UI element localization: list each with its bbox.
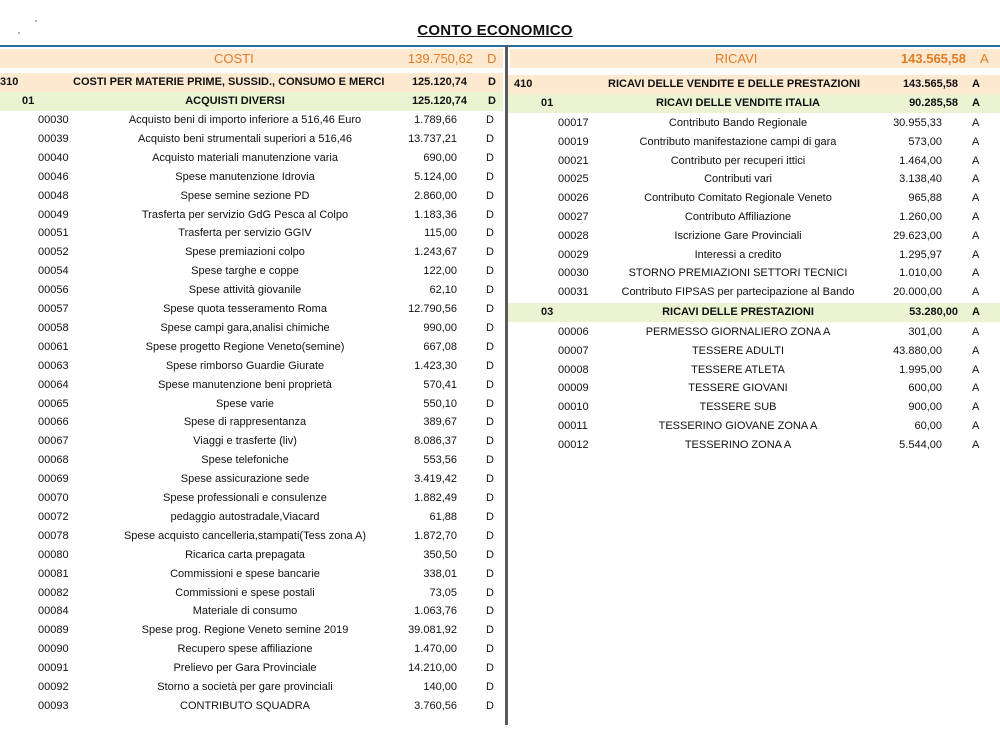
costi-item-code: 00090 — [38, 643, 69, 656]
ricavi-group-row — [508, 75, 1000, 94]
costi-item-label: Spese varie — [215, 397, 275, 410]
ricavi-item-label: Contributo per recuperi ittici — [670, 154, 806, 167]
costi-item-code: 00080 — [38, 548, 69, 561]
ricavi-item-label: STORNO PREMIAZIONI SETTORI TECNICI — [628, 267, 848, 280]
costi-item-label: Ricarica carta prepagata — [185, 548, 305, 561]
costi-item-dc: D — [486, 416, 494, 429]
ricavi-header-dc: A — [980, 51, 989, 66]
costi-item-amount: 13.737,21 — [408, 132, 457, 145]
ricavi-group-label: RICAVI DELLE VENDITE E DELLE PRESTAZIONI — [608, 78, 861, 90]
costi-item-amount: 350,50 — [423, 548, 457, 561]
ricavi-item-label: TESSERINO GIOVANE ZONA A — [658, 420, 818, 432]
ricavi-item-row — [508, 398, 1000, 417]
costi-item-code: 00082 — [38, 586, 69, 599]
costi-item-code: 00066 — [38, 416, 69, 429]
ricavi-item-dc: A — [972, 267, 980, 280]
costi-item-label: Spese prog. Regione Veneto semine 2019 — [141, 624, 349, 637]
ricavi-item-label: Iscrizione Gare Provinciali — [674, 229, 802, 242]
costi-subgroup-row — [0, 92, 503, 111]
costi-group-amount: 125.120,74 — [411, 76, 467, 88]
costi-header — [0, 49, 503, 68]
costi-item-amount: 3.760,56 — [414, 699, 457, 712]
costi-item-code: 00052 — [38, 246, 69, 259]
costi-item-label: Spese telefoniche — [201, 454, 289, 467]
header-rule — [0, 45, 1000, 47]
ricavi-item-code: 00027 — [558, 211, 589, 223]
costi-item-row — [0, 149, 503, 168]
page-title: CONTO ECONOMICO — [417, 22, 573, 39]
costi-item-row — [0, 206, 503, 225]
costi-item-amount: 553,56 — [423, 454, 457, 467]
ricavi-item-amount: 60,00 — [914, 420, 942, 432]
costi-item-dc: D — [486, 548, 494, 561]
ricavi-item-row — [508, 323, 1000, 342]
ricavi-item-code: 00025 — [558, 173, 589, 186]
costi-item-dc: D — [486, 303, 494, 315]
costi-subgroup-code: 01 — [22, 95, 35, 107]
costi-header-dc: D — [487, 51, 497, 66]
ricavi-item-code: 00011 — [558, 420, 588, 432]
ricavi-item-amount: 43.880,00 — [893, 344, 942, 357]
costi-item-amount: 550,10 — [423, 397, 457, 410]
ricavi-item-code: 00010 — [558, 401, 589, 414]
costi-item-code: 00069 — [38, 473, 69, 486]
ricavi-item-code: 00007 — [558, 344, 589, 357]
costi-item-label: Spese targhe e coppe — [191, 265, 299, 278]
ricavi-item-label: Contributo Affiliazione — [684, 211, 792, 223]
ricavi-item-code: 00009 — [558, 382, 589, 395]
ricavi-item-amount: 1.260,00 — [899, 211, 942, 223]
ricavi-item-row — [508, 283, 1000, 302]
costi-item-amount: 8.086,37 — [414, 435, 457, 448]
ricavi-item-amount: 900,00 — [908, 401, 942, 414]
costi-item-label: Spese rimborso Guardie Giurate — [165, 359, 325, 372]
costi-item-row — [0, 451, 503, 470]
costi-item-amount: 1.243,67 — [414, 246, 457, 259]
costi-item-amount: 1.063,76 — [414, 605, 457, 618]
ricavi-item-row — [508, 436, 1000, 455]
costi-item-code: 00081 — [38, 567, 69, 580]
ricavi-item-amount: 1.464,00 — [899, 154, 942, 167]
costi-item-code: 00064 — [38, 378, 69, 391]
costi-item-row — [0, 111, 503, 130]
costi-item-amount: 122,00 — [423, 265, 457, 278]
costi-item-row — [0, 262, 503, 281]
costi-item-label: Prelievo per Gara Provinciale — [173, 662, 317, 675]
costi-item-dc: D — [486, 284, 494, 297]
ricavi-item-label: TESSERE GIOVANI — [688, 382, 788, 395]
ricavi-item-dc: A — [972, 211, 980, 223]
ricavi-section-code: 03 — [541, 306, 554, 318]
costi-item-code: 00068 — [38, 454, 69, 467]
costi-item-amount: 115,00 — [424, 227, 457, 240]
costi-item-row — [0, 281, 503, 300]
ricavi-item-label: TESSERINO ZONA A — [684, 438, 792, 451]
ricavi-item-row — [508, 417, 1000, 436]
costi-item-dc: D — [486, 208, 494, 221]
ricavi-item-row — [508, 264, 1000, 283]
costi-item-dc: D — [486, 454, 494, 467]
costi-item-code: 00061 — [38, 340, 69, 353]
costi-item-label: Commissioni e spese bancarie — [170, 567, 320, 580]
ricavi-item-amount: 20.000,00 — [893, 286, 942, 299]
ricavi-item-amount: 301,00 — [908, 326, 942, 338]
costi-subgroup-label: ACQUISTI DIVERSI — [185, 95, 285, 107]
costi-item-row — [0, 130, 503, 149]
costi-item-row — [0, 584, 503, 603]
costi-item-row — [0, 224, 503, 243]
costi-item-amount: 12.790,56 — [408, 303, 457, 315]
ricavi-item-amount: 965,88 — [908, 192, 942, 205]
costi-group-label: COSTI PER MATERIE PRIME, SUSSID., CONSUMO E MERCI — [73, 76, 385, 88]
ricavi-group-code: 410 — [514, 78, 533, 90]
costi-item-row — [0, 376, 503, 395]
ricavi-item-dc: A — [972, 420, 980, 432]
costi-item-dc: D — [486, 605, 494, 618]
costi-item-dc: D — [486, 435, 494, 448]
costi-item-amount: 1.882,49 — [414, 492, 457, 504]
costi-item-amount: 570,41 — [423, 378, 457, 391]
costi-item-dc: D — [486, 340, 494, 353]
ricavi-item-row — [508, 379, 1000, 398]
ricavi-item-label: TESSERE SUB — [699, 401, 777, 414]
ricavi-section-dc: A — [972, 306, 980, 318]
ricavi-header — [510, 49, 1000, 68]
costi-item-label: Storno a società per gare provinciali — [157, 681, 333, 693]
costi-item-amount: 1.470,00 — [414, 643, 457, 656]
ricavi-item-dc: A — [972, 154, 980, 167]
ricavi-item-amount: 1.995,00 — [899, 363, 942, 376]
ricavi-section-code: 01 — [541, 97, 554, 109]
ricavi-group-dc: A — [972, 78, 980, 90]
costi-item-dc: D — [486, 189, 494, 202]
ricavi-item-code: 00028 — [558, 229, 589, 242]
costi-item-dc: D — [486, 378, 494, 391]
ricavi-item-code: 00017 — [558, 117, 589, 129]
ricavi-item-row — [508, 170, 1000, 189]
costi-item-row — [0, 565, 503, 584]
costi-item-row — [0, 338, 503, 357]
ricavi-section-amount: 90.285,58 — [909, 97, 958, 109]
costi-item-amount: 667,08 — [423, 340, 457, 353]
ricavi-item-label: Contributo Comitato Regionale Veneto — [644, 192, 832, 205]
costi-item-code: 00070 — [38, 492, 69, 504]
costi-item-row — [0, 395, 503, 414]
costi-item-label: Spese campi gara,analisi chimiche — [160, 321, 330, 334]
ricavi-item-row — [508, 361, 1000, 380]
costi-item-dc: D — [486, 359, 494, 372]
costi-item-amount: 3.419,42 — [414, 473, 457, 486]
ricavi-item-amount: 30.955,33 — [893, 117, 942, 129]
costi-item-label: Spese professionali e consulenze — [163, 492, 327, 504]
costi-item-label: Acquisto materiali manutenzione varia — [152, 151, 338, 164]
costi-item-dc: D — [486, 265, 494, 278]
costi-item-row — [0, 489, 503, 508]
ricavi-section-dc: A — [972, 97, 980, 109]
costi-item-row — [0, 187, 503, 206]
ricavi-item-label: TESSERE ATLETA — [691, 363, 785, 376]
costi-item-code: 00051 — [38, 227, 69, 240]
costi-item-label: Spese attività giovanile — [188, 284, 302, 297]
costi-item-row — [0, 432, 503, 451]
costi-item-amount: 5.124,00 — [414, 170, 457, 183]
ricavi-item-amount: 573,00 — [908, 135, 942, 148]
costi-item-dc: D — [486, 492, 494, 504]
ricavi-item-amount: 1.295,97 — [899, 248, 942, 261]
costi-item-code: 00058 — [38, 321, 69, 334]
costi-item-code: 00065 — [38, 397, 69, 410]
ricavi-section-label: RICAVI DELLE PRESTAZIONI — [662, 306, 814, 318]
ricavi-item-label: Contributo Bando Regionale — [668, 117, 808, 129]
costi-item-label: Acquisto beni strumentali superiori a 516,46 — [137, 132, 352, 145]
costi-item-code: 00092 — [38, 681, 69, 693]
ricavi-item-dc: A — [972, 248, 980, 261]
costi-item-row — [0, 621, 503, 640]
ricavi-item-code: 00021 — [558, 154, 589, 167]
ricavi-item-row — [508, 208, 1000, 227]
ricavi-item-amount: 29.623,00 — [893, 229, 942, 242]
ricavi-item-label: Contributo FIPSAS per partecipazione al Bando — [621, 286, 855, 299]
ricavi-item-code: 00006 — [558, 326, 589, 338]
costi-item-code: 00089 — [38, 624, 69, 637]
costi-item-dc: D — [486, 321, 494, 334]
costi-item-dc: D — [486, 662, 494, 675]
costi-item-amount: 2.860,00 — [414, 189, 457, 202]
costi-item-label: Spese acquisto cancelleria,stampati(Tess zona A) — [123, 529, 367, 542]
costi-item-row — [0, 168, 503, 187]
costi-item-dc: D — [486, 624, 494, 637]
costi-item-code: 00063 — [38, 359, 69, 372]
costi-item-amount: 39.081,92 — [408, 624, 457, 637]
costi-item-row — [0, 697, 503, 716]
costi-item-label: Recupero spese affiliazione — [177, 643, 313, 656]
costi-item-code: 00057 — [38, 303, 69, 315]
costi-item-code: 00067 — [38, 435, 69, 448]
costi-group-row — [0, 73, 503, 92]
costi-item-amount: 338,01 — [423, 567, 457, 580]
costi-item-code: 00056 — [38, 284, 69, 297]
ricavi-item-amount: 1.010,00 — [899, 267, 942, 280]
costi-item-row — [0, 319, 503, 338]
costi-item-code: 00039 — [38, 132, 69, 145]
costi-item-amount: 140,00 — [423, 681, 457, 693]
costi-item-dc: D — [486, 473, 494, 486]
ricavi-item-code: 00019 — [558, 135, 589, 148]
costi-group-dc: D — [488, 76, 496, 88]
costi-item-row — [0, 546, 503, 565]
costi-item-amount: 73,05 — [429, 586, 457, 599]
ricavi-item-dc: A — [972, 363, 980, 376]
ricavi-item-row — [508, 114, 1000, 133]
costi-item-dc: D — [486, 151, 494, 164]
costi-item-dc: D — [486, 529, 494, 542]
costi-item-label: Trasferta per servizio GdG Pesca al Colpo — [141, 208, 349, 221]
ricavi-item-dc: A — [972, 344, 980, 357]
costi-item-dc: D — [486, 699, 494, 712]
costi-item-row — [0, 470, 503, 489]
ricavi-item-dc: A — [972, 192, 980, 205]
costi-item-label: Spese assicurazione sede — [180, 473, 310, 486]
costi-item-dc: D — [486, 586, 494, 599]
costi-item-dc: D — [486, 510, 494, 523]
costi-item-row — [0, 640, 503, 659]
costi-item-label: Spese progetto Regione Veneto(semine) — [145, 340, 345, 353]
ricavi-item-label: Contributi vari — [704, 173, 772, 186]
ricavi-section-row — [508, 94, 1000, 113]
costi-item-row — [0, 243, 503, 262]
costi-item-label: pedaggio autostradale,Viacard — [170, 510, 320, 523]
ricavi-group-amount: 143.565,58 — [902, 78, 958, 90]
ricavi-section-label: RICAVI DELLE VENDITE ITALIA — [656, 97, 820, 109]
costi-item-dc: D — [486, 246, 494, 259]
costi-item-amount: 61,88 — [429, 510, 457, 523]
costi-item-row — [0, 602, 503, 621]
costi-group-code: 310 — [0, 76, 19, 88]
costi-item-label: Spese di rappresentanza — [183, 416, 307, 429]
ricavi-item-dc: A — [972, 117, 980, 129]
ricavi-item-label: PERMESSO GIORNALIERO ZONA A — [645, 326, 831, 338]
costi-item-label: Viaggi e trasferte (liv) — [193, 435, 297, 448]
costi-item-code: 00048 — [38, 189, 69, 202]
ricavi-item-dc: A — [972, 286, 980, 299]
costi-item-amount: 1.872,70 — [414, 529, 457, 542]
costi-item-row — [0, 508, 503, 527]
ricavi-item-label: Interessi a credito — [694, 248, 782, 261]
costi-item-code: 00078 — [38, 529, 69, 542]
ricavi-header-amount: 143.565,58 — [900, 51, 966, 66]
costi-item-code: 00030 — [38, 114, 69, 126]
costi-item-label: Trasferta per servizio GGIV — [178, 227, 312, 240]
costi-item-row — [0, 413, 503, 432]
costi-item-label: CONTRIBUTO SQUADRA — [180, 699, 310, 712]
ricavi-item-code: 00029 — [558, 248, 589, 261]
ricavi-item-amount: 3.138,40 — [899, 173, 942, 186]
costi-item-amount: 990,00 — [423, 321, 457, 334]
ricavi-section-row — [508, 303, 1000, 322]
costi-item-row — [0, 300, 503, 319]
ricavi-item-code: 00030 — [558, 267, 589, 280]
costi-item-code: 00046 — [38, 170, 69, 183]
costi-item-dc: D — [486, 227, 494, 240]
costi-item-code: 00072 — [38, 510, 69, 523]
ricavi-item-amount: 600,00 — [908, 382, 942, 395]
costi-item-row — [0, 527, 503, 546]
costi-item-amount: 62,10 — [429, 284, 457, 297]
costi-header-amount: 139.750,62 — [407, 51, 473, 66]
ricavi-item-row — [508, 133, 1000, 152]
costi-item-amount: 14.210,00 — [408, 662, 457, 675]
ricavi-header-label: RICAVI — [715, 51, 758, 66]
costi-item-amount: 1.423,30 — [414, 359, 457, 372]
ricavi-item-amount: 5.544,00 — [899, 438, 942, 451]
costi-item-row — [0, 659, 503, 678]
costi-item-dc: D — [486, 132, 494, 145]
costi-item-label: Spese semine sezione PD — [180, 189, 310, 202]
costi-item-code: 00091 — [38, 662, 69, 675]
ricavi-item-code: 00012 — [558, 438, 589, 451]
ricavi-item-dc: A — [972, 173, 980, 186]
ricavi-item-row — [508, 152, 1000, 171]
ricavi-item-dc: A — [972, 326, 980, 338]
costi-item-amount: 1.183,36 — [414, 208, 457, 221]
costi-item-label: Acquisto beni di importo inferiore a 516,46 Euro — [128, 114, 362, 126]
costi-item-code: 00054 — [38, 265, 69, 278]
costi-item-row — [0, 357, 503, 376]
ricavi-item-dc: A — [972, 401, 980, 414]
costi-subgroup-amount: 125.120,74 — [411, 95, 467, 107]
costi-item-dc: D — [486, 643, 494, 656]
ricavi-item-row — [508, 342, 1000, 361]
costi-item-dc: D — [486, 681, 494, 693]
costi-item-amount: 690,00 — [423, 151, 457, 164]
ricavi-item-row — [508, 227, 1000, 246]
costi-header-label: COSTI — [214, 51, 254, 66]
costi-item-label: Spese premiazioni colpo — [185, 246, 305, 259]
ricavi-item-row — [508, 246, 1000, 265]
ricavi-item-dc: A — [972, 135, 980, 148]
costi-item-label: Commissioni e spese postali — [175, 586, 315, 599]
ricavi-item-code: 00008 — [558, 363, 589, 376]
costi-subgroup-dc: D — [488, 95, 496, 107]
ricavi-item-label: TESSERE ADULTI — [691, 344, 785, 357]
ricavi-item-dc: A — [972, 382, 980, 395]
ricavi-item-label: Contributo manifestazione campi di gara — [639, 135, 837, 148]
costi-item-label: Spese quota tesseramento Roma — [163, 303, 327, 315]
costi-item-row — [0, 678, 503, 697]
costi-item-dc: D — [486, 114, 494, 126]
costi-item-code: 00049 — [38, 208, 69, 221]
costi-item-code: 00040 — [38, 151, 69, 164]
costi-item-code: 00084 — [38, 605, 69, 618]
ricavi-item-code: 00026 — [558, 192, 589, 205]
costi-item-amount: 389,67 — [423, 416, 457, 429]
ricavi-section-amount: 53.280,00 — [909, 306, 958, 318]
costi-item-dc: D — [486, 397, 494, 410]
costi-item-label: Materiale di consumo — [192, 605, 298, 618]
ricavi-item-dc: A — [972, 438, 980, 451]
costi-item-dc: D — [486, 170, 494, 183]
costi-item-label: Spese manutenzione Idrovia — [175, 170, 315, 183]
ricavi-item-row — [508, 189, 1000, 208]
costi-item-label: Spese manutenzione beni proprietà — [158, 378, 332, 391]
ricavi-item-code: 00031 — [558, 286, 589, 299]
ricavi-item-dc: A — [972, 229, 980, 242]
costi-item-dc: D — [486, 567, 494, 580]
costi-item-amount: 1.789,66 — [414, 114, 457, 126]
costi-item-code: 00093 — [38, 699, 69, 712]
